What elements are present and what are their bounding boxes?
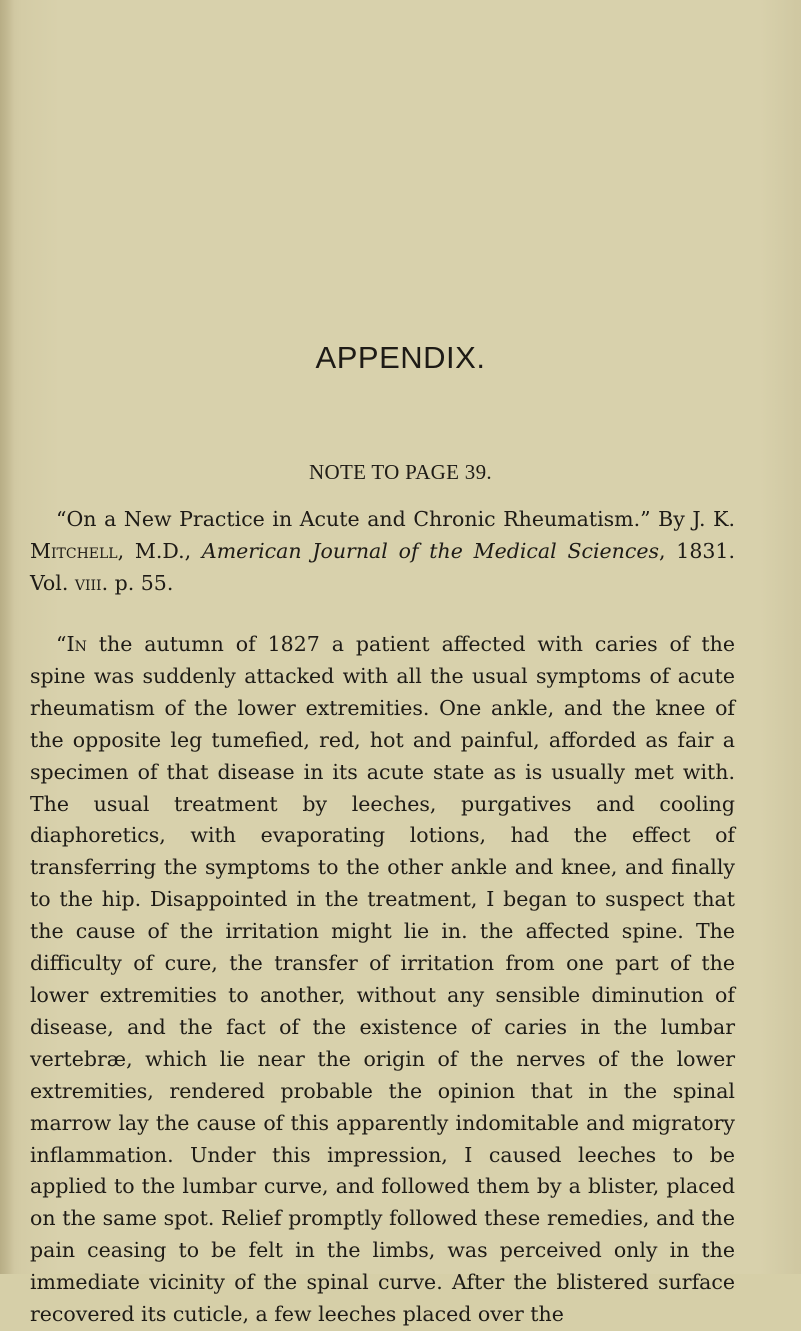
citation-author-initials: J. K. xyxy=(692,507,735,531)
citation-open-quote: “ xyxy=(56,507,67,531)
citation-author-surname: Mitchell xyxy=(30,538,118,563)
body-text: the autumn of 1827 a patient affected with caries of the spine was suddenly attacked with all the usual symptoms of acute rheumatism of the lower extremities. One ankle, and the knee of the opposite leg tumefied, red, hot and painful, afforded as fair a specimen of that disease in its acute state as is usually met with. The usual treatment by leeches, purgatives and cooling diaphoretics, with evaporating lotions, had the effect of transferring the symptoms to the other ankle and knee, and finally to the hip. Disappointed in the treatment, I began to suspect that the cause of the irritation might lie in. the affected spine. The difficulty of cure, the transfer of irritation from one part of the lower extremities to another, without any sensible diminution of disease, and the fact of the existence of caries in the lumbar vertebræ, which lie near the origin of the nerves of the lower extremities, rendered probable the opinion that in the spinal marrow lay the cause of this apparently indomitable and migratory inflammation. Under this impression, I caused leeches to be applied to the lumbar curve, and followed them by a blister, placed on the same spot. Relief promptly followed these remedies, and the pain ceasing to be felt in the limbs, was perceived only in the immediate vicinity of the spinal curve. After the blistered surface recovered its cuticle, a few leeches placed over the xyxy=(30,632,735,1327)
citation-article-title: On a New Practice in Acute and Chronic Rheumatism. xyxy=(66,507,641,531)
citation-year-volume: , 1831. Vol. xyxy=(30,538,735,595)
citation-paragraph xyxy=(30,504,735,600)
binding-shadow xyxy=(0,0,14,1274)
citation-close-quote: ” xyxy=(640,507,651,531)
note-title: NOTE TO PAGE 39. xyxy=(309,460,492,484)
body-open-quote: “ xyxy=(56,632,67,656)
citation-author-degree: , M.D., xyxy=(117,538,202,563)
body-paragraph xyxy=(30,629,735,1331)
citation-volume-numeral: viii xyxy=(74,570,102,595)
citation-journal: American Journal of the Medical Sciences xyxy=(201,538,660,563)
body-first-word: In xyxy=(66,632,87,656)
appendix-title: APPENDIX. xyxy=(315,340,486,375)
citation-by: By xyxy=(650,507,693,531)
citation-page-ref: . p. 55. xyxy=(101,570,174,595)
